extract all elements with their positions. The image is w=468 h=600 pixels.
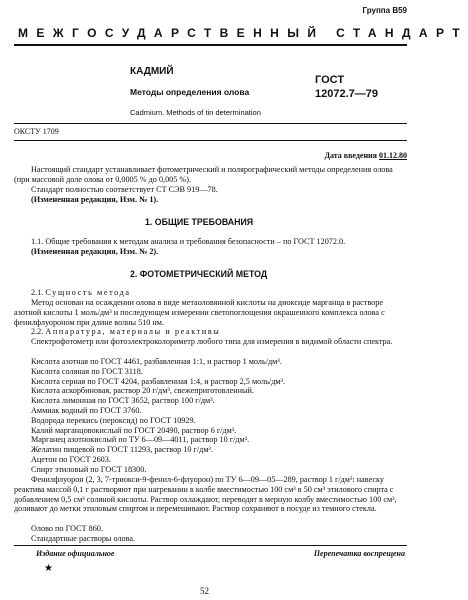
reagent-item: Ацетон по ГОСТ 2603. <box>31 454 111 464</box>
title-rule <box>14 123 407 124</box>
section-1-requirements: 1.1. Общие требования к методам анализа и требования безопасности – по ГОСТ 12072.0. <box>31 237 346 246</box>
intro-amendment: (Измененная редакция, Изм. № 1). <box>31 195 159 204</box>
reagent-item: Аммиак водный по ГОСТ 3760. <box>31 405 142 415</box>
reagent-item: Кислота азотная по ГОСТ 4461, разбавленная 1:1, и раствор 1 моль/дм³. <box>31 357 282 366</box>
intro-correspondence: Стандарт полностью соответствует СТ СЭВ 919—78. <box>31 185 218 194</box>
introduction-date <box>324 151 407 160</box>
document-subtitle-ru: Методы определения олова <box>130 87 250 97</box>
official-edition: Издание официальное <box>36 549 115 558</box>
reagent-item: Кислота аскорбиновая, раствор 20 г/дм³, свежеприготовленный. <box>31 386 254 396</box>
header-rule <box>14 44 407 46</box>
reprint-prohibited: Перепечатка воспрещена <box>313 549 405 558</box>
equipment-intro: Спектрофотометр или фотоэлектроколориметр любого типа для измерения в видимой области спектра. <box>31 337 393 346</box>
gost-number <box>315 73 378 101</box>
document-title: КАДМИЙ <box>130 66 174 77</box>
phenylfluorone-paragraph: Фенилфлуорон (2, 3, 7-триокси-9-фенил-6-флуорон) по ТУ 6—09—05—289, раствор 1 г/дм³: навеску реактива массой 0,1 г растворяют при нагревании в колбе вместимостью 100 см³ в 50 см³ этилового спирта с добавлением 0,5 см³ соляной кислоты. Раствор охлаждают, переводят в мерную колбу вместимостью 100 см³, доливают до метки этиловым спиртом и перемешивают. Раствор сохраняют в посуде из темного стекла. <box>14 475 397 514</box>
introduction-date-label: Дата введения <box>324 151 377 160</box>
reagent-item: Спирт этиловый по ГОСТ 18300. <box>31 464 147 474</box>
subsection-2-1-name: Сущность метода <box>45 288 131 297</box>
subsection-2-2-name: Аппаратура, материалы и реактивы <box>45 327 221 336</box>
footer-rule <box>14 545 407 546</box>
standard-title: МЕЖГОСУДАРСТВЕННЫЙ СТАНДАРТ <box>18 26 468 40</box>
section-1-heading: 1. ОБЩИЕ ТРЕБОВАНИЯ <box>145 217 254 227</box>
section-2-heading: 2. ФОТОМЕТРИЧЕСКИЙ МЕТОД <box>130 269 268 279</box>
subsection-2-1-number: 2.1. <box>31 288 44 297</box>
oksty-rule <box>14 140 407 141</box>
star-icon: ★ <box>44 563 53 574</box>
gost-label: ГОСТ <box>315 74 345 86</box>
page-number: 52 <box>200 586 209 596</box>
reagent-item: Желатин пищевой по ГОСТ 11293, раствор 10 г/дм³. <box>31 445 214 455</box>
reagent-item: Калий марганцовокислый по ГОСТ 20490, раствор 6 г/дм³. <box>31 425 237 435</box>
standard-solutions: Стандартные растворы олова. <box>31 534 136 543</box>
intro-paragraph: Настоящий стандарт устанавливает фотометрический и полярографический методы определения олова (при массовой доле олова от 0,0005 % до 0,005 %). <box>14 165 393 184</box>
reagent-item: Марганец азотнокислый по ТУ 6—09—4011, раствор 10 г/дм³. <box>31 435 250 445</box>
tin-reagent: Олово по ГОСТ 860. <box>31 524 103 533</box>
reagent-item: Кислота лимонная по ГОСТ 3652, раствор 100 г/дм³. <box>31 396 215 406</box>
introduction-date-value: 01.12.80 <box>379 151 407 160</box>
subsection-2-2-title <box>31 327 220 337</box>
subsection-2-2-number: 2.2. <box>31 327 44 336</box>
reagents-list <box>31 357 406 475</box>
reagent-item: Водорода перекись (пероксид) по ГОСТ 10929. <box>31 415 196 425</box>
document-subtitle-en: Cadmium. Methods of tin determination <box>130 108 261 117</box>
oksty-code: ОКСТУ 1709 <box>14 127 59 136</box>
reagent-item: Кислота серная по ГОСТ 4204, разбавленная 1:4, и раствор 2,5 моль/дм³. <box>31 376 286 386</box>
group-code: Группа В59 <box>362 6 407 15</box>
section-1-amendment: (Измененная редакция, Изм. № 2). <box>31 247 159 256</box>
method-principle: Метод основан на осаждении олова в виде метаоловянной кислоты на диоксиде марганца в растворе азотной кислоты 1 моль/дм³ и последующем измерении светопоглощения окрашенного комплекса олова с фенилфлуороном при длине волны 510 нм. <box>14 298 385 327</box>
gost-code: 12072.7—79 <box>315 88 378 100</box>
subsection-2-1-title <box>31 288 131 298</box>
reagent-item: Кислота соляная по ГОСТ 3118. <box>31 366 143 376</box>
